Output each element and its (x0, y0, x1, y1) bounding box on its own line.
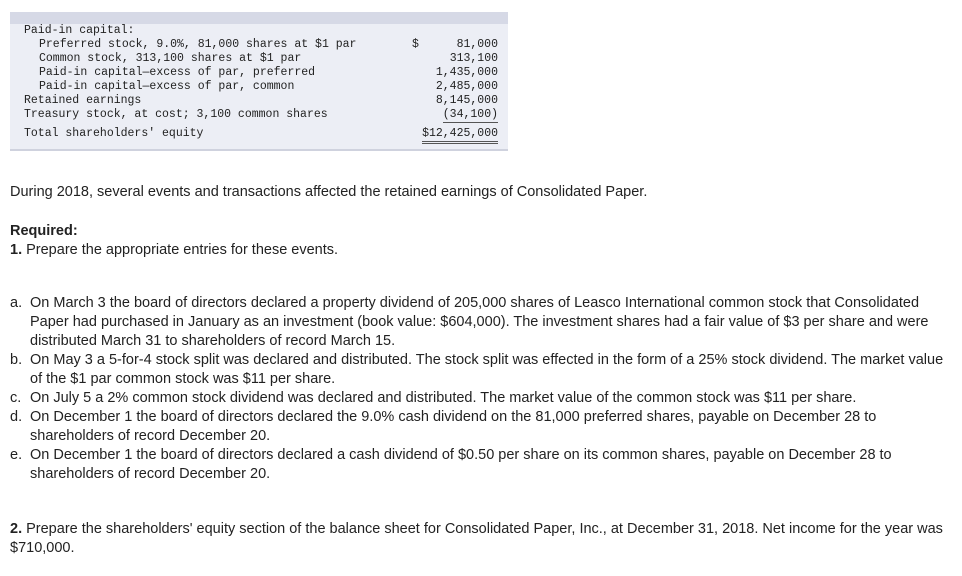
table-row (10, 108, 508, 122)
row-label: Retained earnings (24, 94, 142, 107)
total-row (10, 127, 508, 149)
row-label: Treasury stock, at cost; 3,100 common shares (24, 108, 328, 121)
intro-text: During 2018, several events and transactions affected the retained earnings of Consolidated Paper. (10, 184, 648, 200)
row-label: Paid-in capital—excess of par, preferred (39, 66, 316, 79)
table-row (10, 52, 508, 66)
requirement-2 (10, 520, 950, 558)
total-value: $12,425,000 (422, 127, 498, 144)
item-marker: a. (10, 295, 23, 311)
table-header-row (10, 24, 508, 38)
shareholders-equity-table (10, 12, 508, 151)
item-text: On May 3 a 5-for-4 stock split was declared and distributed. The stock split was effected in the form of a 25% stock dividend. The market value of the $1 par common stock was $11 per share. (30, 352, 944, 387)
requirement-1 (10, 241, 338, 260)
list-item (10, 294, 955, 351)
list-item (10, 351, 955, 389)
table-row (10, 80, 508, 94)
row-value: (34,100) (442, 108, 498, 121)
item-text: On March 3 the board of directors declared a property dividend of 205,000 shares of Leasco International common stock that Consolidated Paper had purchased in January as an investment (book value: $604,000). The investment shares had a fair value of $3 per share and were distributed March 31 to shareholders of record March 15. (30, 295, 929, 349)
required-heading: Required: (10, 223, 78, 239)
row-label: Paid-in capital—excess of par, common (39, 80, 295, 93)
item-text: On July 5 a 2% common stock dividend was declared and distributed. The market value of the common stock was $11 per share. (30, 390, 857, 406)
row-value: 2,485,000 (435, 80, 498, 93)
paid-in-capital-header: Paid-in capital: (24, 24, 135, 37)
events-list (10, 294, 955, 484)
table-row (10, 66, 508, 80)
item-text: On December 1 the board of directors declared a cash dividend of $0.50 per share on its common shares, payable on December 28 to shareholders of record December 20. (30, 447, 892, 482)
item-marker: b. (10, 352, 23, 368)
requirement-1-text: Prepare the appropriate entries for these events. (22, 242, 339, 258)
row-label: Preferred stock, 9.0%, 81,000 shares at $1 par (39, 38, 357, 51)
item-text: On December 1 the board of directors declared the 9.0% cash dividend on the 81,000 preferred shares, payable on December 28 to shareholders of record December 20. (30, 409, 877, 444)
item-marker: e. (10, 447, 23, 463)
dollar-sign: $ (412, 38, 419, 51)
list-item (10, 446, 955, 484)
item-marker: d. (10, 409, 23, 425)
table-row (10, 38, 508, 52)
requirement-1-number: 1. (10, 242, 23, 258)
row-value: 313,100 (449, 52, 498, 65)
row-label: Common stock, 313,100 shares at $1 par (39, 52, 302, 65)
total-label: Total shareholders' equity (24, 127, 204, 140)
requirement-2-text: Prepare the shareholders' equity section of the balance sheet for Consolidated Paper, Inc., at December 31, 2018. Net income for the year was $710,000. (10, 521, 943, 556)
row-value: 1,435,000 (435, 66, 498, 79)
row-value: 8,145,000 (435, 94, 498, 107)
table-row (10, 94, 508, 108)
row-value: 81,000 (456, 38, 498, 51)
list-item (10, 408, 955, 446)
requirement-2-number: 2. (10, 521, 23, 537)
list-item (10, 389, 955, 408)
item-marker: c. (10, 390, 22, 406)
